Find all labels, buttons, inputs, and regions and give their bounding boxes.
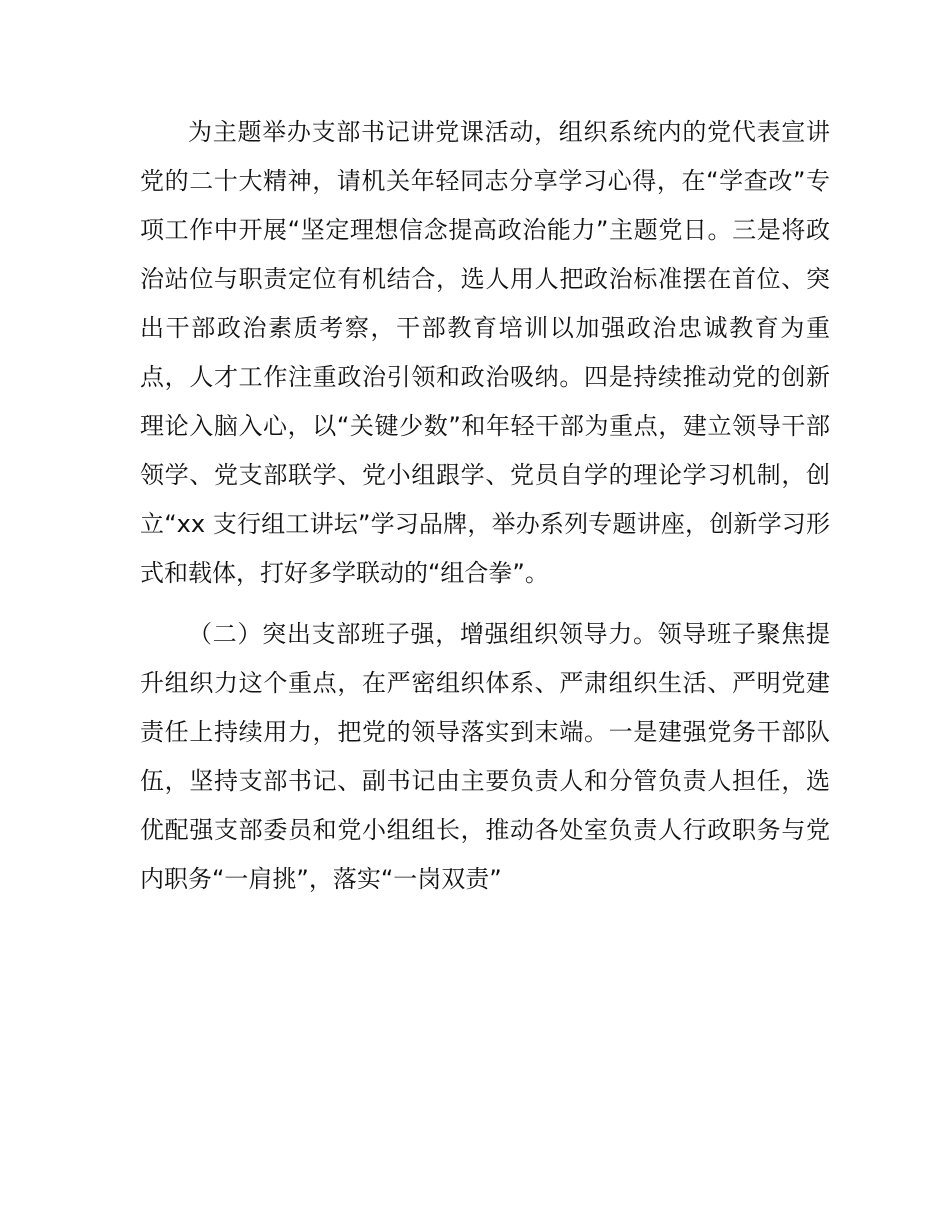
document-body [140,108,830,904]
paragraph-1: 为主题举办支部书记讲党课活动，组织系统内的党代表宣讲党的二十大精神，请机关年轻同志分享学习心得，在“学查改”专项工作中开展“坚定理想信念提高政治能力”主题党日。三是将政治站位与职责定位有机结合，选人用人把政治标准摆在首位、突出干部政治素质考察，干部教育培训以加强政治忠诚教育为重点，人才工作注重政治引领和政治吸纳。四是持续推动党的创新理论入脑入心，以“关键少数”和年轻干部为重点，建立领导干部领学、党支部联学、党小组跟学、党员自学的理论学习机制，创立“xx 支行组工讲坛”学习品牌，举办系列专题讲座，创新学习形式和载体，打好多学联动的“组合拳”。 [140,118,830,587]
paragraph-2: （二）突出支部班子强，增强组织领导力。领导班子聚焦提升组织力这个重点，在严密组织体系、严肃组织生活、严明党建责任上持续用力，把党的领导落实到末端。一是建强党务干部队伍，坚持支部书记、副书记由主要负责人和分管负责人担任，选优配强支部委员和党小组组长，推动各处室负责人行政职务与党内职务“一肩挑”，落实“一岗双责” [140,620,830,893]
